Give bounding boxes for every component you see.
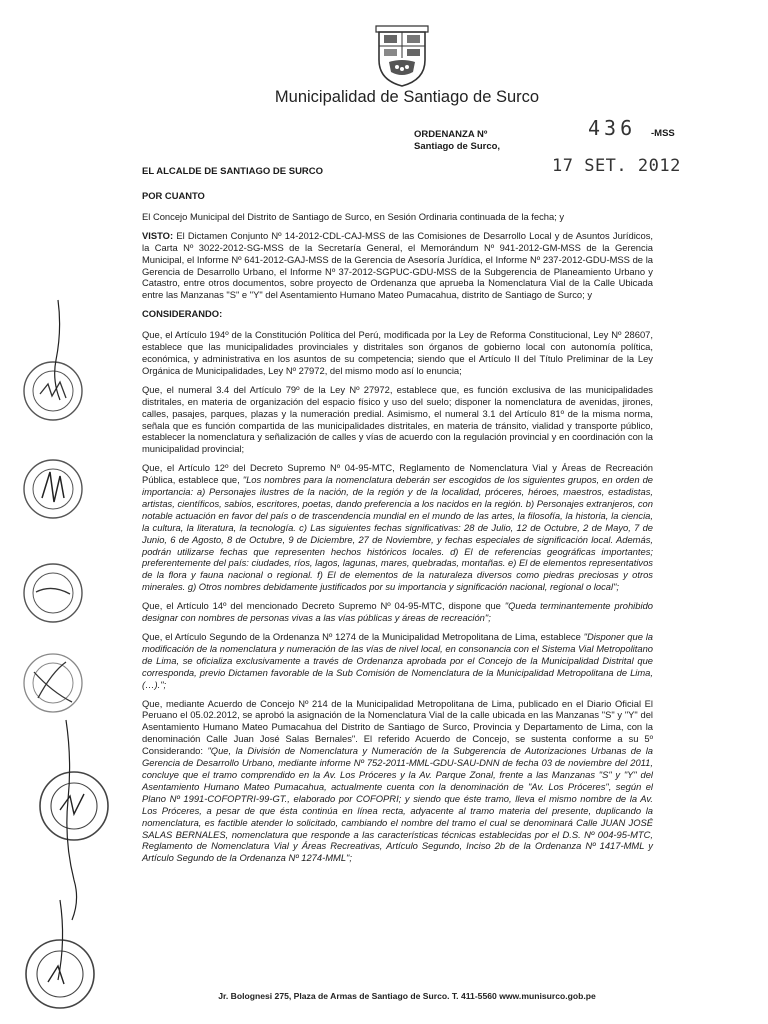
paragraph-5-text: Que, el Artículo Segundo de la Ordenanza Nº 1274 de la Municipalidad Metropolitana de Lima, establece: [142, 631, 584, 642]
margin-signatures-icon: [0, 0, 140, 1024]
visto-text: El Dictamen Conjunto Nº 14-2012-CDL-CAJ-MSS de las Comisiones de Desarrollo Local y de Asuntos Jurídicos, la Carta Nº 3022-2012-SG-MSS de la Secretaría General, el Memorándum Nº 941-2012-GM-MSS de la Gerencia Municipal, el Informe Nº 641-2012-GAJ-MSS de la Gerencia de Asesoría Jurídica, el Informe Nº 237-2012-GDU-MSS de la Gerencia de Desarrollo Urbano, el Informe Nº 37-2012-SGPUC-GDU-MSS de la Subgerencia de Planeamiento Urbano y Catastro, entre otros documentos, sobre proyecto de Ordenanza que aprueba la Nomenclatura Vial de la Calle Ubicada entre las Manzanas "S" e "Y" del Asentamiento Humano Mateo Pumacahua, distrito de Santiago de Surco; y: [142, 229, 653, 301]
paragraph-3-text: Que, el Artículo 12º del Decreto Supremo Nº 04-95-MTC, Reglamento de Nomenclatura Vial y Áreas de Recreación Pública, establece que,: [142, 462, 653, 486]
visto-label: VISTO:: [142, 229, 174, 241]
document-body: [142, 190, 653, 871]
por-cuanto-heading: POR CUANTO: [142, 190, 205, 201]
ordinance-suffix: -MSS: [651, 128, 675, 139]
date-stamp: 17 SET. 2012: [552, 156, 681, 176]
intro-paragraph: El Concejo Municipal del Distrito de Santiago de Surco, en Sesión Ordinaria continuada de la fecha; y: [142, 210, 565, 222]
paragraph-6: [142, 698, 653, 865]
visto-paragraph: [142, 230, 653, 301]
footer-address: Jr. Bolognesi 275, Plaza de Armas de Santiago de Surco. T. 411-5560 www.munisurco.gob.pe: [218, 991, 596, 1001]
paragraph-5: [142, 631, 653, 691]
paragraph-3-quote: "Los nombres para la nomenclatura deberán ser escogidos de los siguientes grupos, en orden de importancia: a) Personajes ilustres de la nación, de la región y de la localidad, próceres, héroes, maestros, estadistas, artistas, científicos, sabios, escritores, poetas, dando preferencia a los nacidos en la región. b) Personajes extranjeros, con notable actuación en favor del país o de trascendencia mundial en el mundo de las artes, la filosofía, la historia, la ciencia, la cultura, la literatura, la tecnología. c) Las siguientes fechas significativas: 28 de Julio, 12 de Octubre, 2 de Mayo, 7 de Junio, 6 de Agosto, 8 de Octubre, 9 de Diciembre, 27 de Noviembre, y fechas especiales de significación local. Además, podrán utilizarse fechas que representen hechos históricos locales. d) El de referencias geográficas importantes; preferentemente del país: ciudades, ríos, lagos, lagunas, mares, quebradas, montañas. e) El de elementos representativos de la flora y fauna nacional o regional. f) El de elementos de la naturaleza diversos como piedras preciosas y otros minerales. g) Otros nombres debidamente justificados por su importancia y significación nacional, regional o local";: [142, 474, 654, 593]
alcalde-heading: EL ALCALDE DE SANTIAGO DE SURCO: [142, 166, 324, 177]
paragraph-6-text: Que, mediante Acuerdo de Concejo Nº 214 de la Municipalidad Metropolitana de Lima, publicado en el Diario Oficial El Peruano el 05.02.2012, se aprobó la asignación de la Nomenclatura Vial de la calle ubicada en las Manzanas "S" y "Y" del Asentamiento Humano Mateo Pumacahua del Distrito de Santiago de Surco, Provincia y Departamento de Lima, con la denominación Calle Juan José Salas Bernales". El referido Acuerdo de Concejo, se sustenta conforme a su 5º Considerando:: [142, 697, 653, 757]
paragraph-1: Que, el Artículo 194º de la Constitución Política del Perú, modificada por la Ley de Reforma Constitucional, Ley Nº 28607, establece que las municipalidades provinciales y distritales son órganos de gobierno local con autonomía política, económica, y administrativa en los asuntos de su competencia; siendo que el Artículo II del Título Preliminar de la Ley Orgánica de Municipalidades, Ley Nº 27972, del mismo modo así lo enuncia;: [142, 329, 653, 376]
institution-title: Municipalidad de Santiago de Surco: [274, 88, 540, 106]
ordinance-label: ORDENANZA Nº: [414, 129, 488, 140]
paragraph-2: Que, el numeral 3.4 del Artículo 79º de la Ley Nº 27972, establece que, es función exclusiva de las municipalidades distritales, en materia de organización del espacio físico y uso del suelo; disponer la nomenclatura de avenidas, jirones, calles, pasajes, parques, plazas y la numeración predial. Asimismo, el numeral 3.1 del Artículo 81º de la misma norma, señala que es función compartida de las municipalidades distritales, en materia de tránsito, vialidad y transporte público, establecer la nomenclatura y señalización de calles y vías de acuerdo con la regulación provincial y en coordinación con la municipalidad provincial;: [142, 383, 653, 455]
municipal-crest-icon: [373, 22, 431, 88]
paragraph-3: [142, 462, 653, 593]
paragraph-4-text: Que, el Artículo 14º del mencionado Decreto Supremo Nº 04-95-MTC, dispone que: [142, 600, 505, 612]
paragraph-4-quote: "Queda terminantemente prohibido designar con nombres de personas vivas a las vías públicas y áreas de recreación";: [142, 600, 653, 624]
ordinance-number: 436: [588, 116, 637, 140]
paragraph-6-quote: "Que, la División de Nomenclatura y Numeración de la Subgerencia de Autorizaciones Urbanas de la Gerencia de Desarrollo Urbano, mediante informe Nº 752-2011-MML-GDU-SAU-DNN de fecha 03 de noviembre del 2011, concluye que el tramo comprendido en la Av. Los Próceres y la Av. Parque Zonal, frente a las Manzanas "S" y "Y" del Asentamiento Humano Mateo Pumacahua, actualmente cuenta con la denominación de "Av. Los Próceres", según el Plano Nº 1991-COFOPTRI-99-GT., elaborado por COFOPRI; y siendo que éste tramo, lleva el mismo nombre de la Av. Los Próceres, a pesar de que ésta continúa en línea recta, adyacente al tramo materia del presente, duplicando la nomenclatura, es factible atender lo solicitado, cambiando el nombre del tramo el cual se denominará Calle JUAN JOSÉ SALAS BERNALES, nomenclatura que responde a las características técnicas establecidas por el D.S. Nº 004-95-MTC, Reglamento de Nomenclatura Vial y Áreas Recreativas, Artículo Segundo, Inciso 2b de la Ordenanza Nº 1417-MML y Artículo Segundo de la Ordenanza Nº 1274-MML";: [142, 745, 653, 864]
paragraph-4: [142, 600, 653, 624]
considerando-heading: CONSIDERANDO:: [142, 308, 223, 320]
paragraph-5-quote: "Disponer que la modificación de la nomenclatura y numeración de las vías de nivel local, en consonancia con el Sistema Vial Metropolitano de Lima, se oficializa exclusivamente a través de Ordenanza aprobada por el Concejo de la Municipalidad Distrital que corresponda, previo Dictamen favorable de la Sub Comisión de Nomenclatura de la Municipalidad Metropolitana de Lima, (…).";: [142, 631, 653, 690]
ordinance-city-line: Santiago de Surco,: [414, 141, 501, 152]
